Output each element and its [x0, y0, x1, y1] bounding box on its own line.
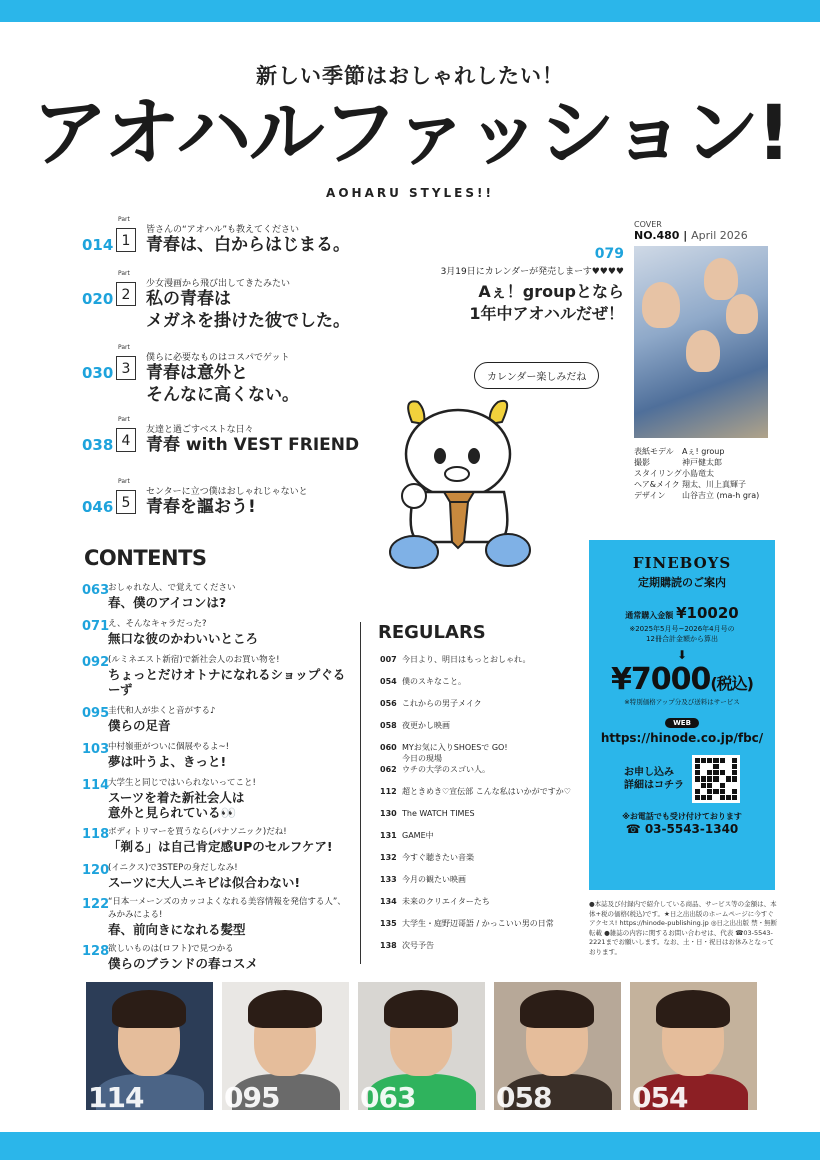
contents-headline: 僕らのブランドの春コスメ [108, 956, 259, 971]
part-kicker: 少女漫画から飛び出してきたみたい [146, 279, 291, 289]
credit-row [634, 490, 759, 501]
regulars-item[interactable] [380, 786, 580, 808]
goat-mascot-icon [384, 392, 544, 572]
part-page-number: 046 [82, 498, 114, 516]
regulars-item[interactable] [380, 830, 580, 852]
regulars-page-number: 133 [380, 875, 397, 884]
regulars-item[interactable] [380, 720, 580, 742]
article-thumbnail[interactable] [630, 982, 757, 1110]
regulars-list [380, 654, 580, 962]
thumbnail-page-number: 054 [632, 1081, 688, 1110]
footnotes: ●本誌及び付録内で紹介している商品、サービス等の金額は、本体+税の価格(税込)です。★日之出出版のホームページに今すぐアクセス! https://hinode-publishing.jp ◎日之出出版 禁・無断転載 ●雑誌の内容に関するお問い合わせは、代表 ☎03-5543-2221までお願いします。なお、土・日・祝日はお休みとなっております。 [589, 900, 778, 956]
credit-key: 撮影 [634, 458, 650, 467]
contents-kicker: おしゃれな人、で覚えてください [108, 583, 236, 593]
cover-label: COVER [634, 220, 662, 229]
cover-info [634, 220, 774, 242]
regulars-title: GAME中 [402, 831, 434, 840]
contents-headline: ちょっとだけオトナになれるショップぐるーず [108, 667, 346, 697]
credit-value: 神戸健太郎 [682, 458, 722, 467]
article-thumbnail[interactable] [358, 982, 485, 1110]
contents-item[interactable] [82, 705, 352, 733]
column-divider [360, 622, 361, 964]
contents-kicker: 欲しいものは(ロフト)で見つかる [108, 944, 234, 954]
regulars-page-number: 056 [380, 699, 397, 708]
speech-bubble: カレンダー楽しみだね [474, 362, 599, 389]
thumbnail-page-number: 095 [224, 1081, 280, 1110]
contents-item[interactable] [82, 862, 352, 890]
regulars-item[interactable] [380, 874, 580, 896]
normal-price-note: ※2025年5月号~2026年4月号の 12冊合計金額から算出 [629, 625, 735, 643]
phone-number[interactable]: ☎ 03-5543-1340 [625, 822, 739, 836]
part-number-box: 4 [116, 428, 136, 452]
credit-row [634, 468, 759, 479]
credit-value: Aぇ! group [682, 447, 725, 456]
contents-headline: 春、僕のアイコンは? [108, 595, 227, 610]
regulars-item[interactable] [380, 808, 580, 830]
contents-page-number: 095 [82, 706, 110, 721]
regulars-page-number: 062 [380, 765, 397, 774]
article-thumbnail[interactable] [86, 982, 213, 1110]
regulars-item[interactable] [380, 896, 580, 918]
thumbnail-page-number: 063 [360, 1081, 416, 1110]
regulars-item[interactable] [380, 852, 580, 874]
qr-code-icon[interactable] [692, 755, 740, 803]
part-page-number: 014 [82, 236, 114, 254]
subscription-title: 定期購読のご案内 [638, 576, 726, 589]
regulars-item[interactable] [380, 918, 580, 940]
regulars-title: 次号予告 [402, 941, 434, 950]
credit-value: 翔太、川上真輝子 [682, 480, 746, 489]
credit-key: ヘア&メイク [634, 480, 680, 489]
feature-number: 079 [594, 246, 624, 262]
contents-item[interactable] [82, 943, 352, 971]
qr-row [589, 755, 775, 803]
part-page-number: 020 [82, 290, 114, 308]
regulars-heading: REGULARS [378, 622, 486, 643]
regulars-page-number: 054 [380, 677, 397, 686]
contents-headline: スーツを着た新社会人は 意外と見られている👀 [108, 790, 245, 820]
part-number-box: 5 [116, 490, 136, 514]
top-color-band [0, 0, 820, 22]
regulars-page-number: 112 [380, 787, 397, 796]
contents-kicker: “日本一メーンズのカッコよくなれる美容情報を発信する人”、 みかみによる! [108, 897, 346, 920]
regulars-item[interactable] [380, 742, 580, 764]
cover-photo[interactable] [634, 246, 768, 438]
credit-row [634, 457, 759, 468]
credit-key: スタイリング [634, 469, 682, 478]
contents-headline: 僕らの足音 [108, 718, 171, 733]
regulars-item[interactable] [380, 764, 580, 786]
regulars-page-number: 060 [380, 743, 397, 752]
part-headline: 私の青春は メガネを掛けた彼でした。 [146, 289, 350, 331]
feature-079[interactable] [441, 246, 624, 325]
regulars-title: 超ときめき♡宣伝部 こんな私はいかがですか♡ [402, 787, 571, 796]
part-number-box: 1 [116, 228, 136, 252]
contents-page-number: 118 [82, 827, 110, 842]
cover-issue: NO.480 | April 2026 [634, 229, 748, 242]
credit-key: デザイン [634, 491, 666, 500]
regulars-page-number: 138 [380, 941, 397, 950]
contents-headline: 「剃る」は自己肯定感UPのセルフケア! [108, 839, 333, 854]
contents-page-number: 063 [82, 583, 110, 598]
contents-page-number: 128 [82, 944, 110, 959]
part-headline: 青春は意外と そんなに高くない。 [146, 363, 299, 405]
subscription-url[interactable]: https://hinode.co.jp/fbc/ [600, 731, 764, 745]
regulars-page-number: 130 [380, 809, 397, 818]
contents-kicker: (イニクス)で3STEPの身だしなみ! [108, 863, 238, 873]
cover-credits [634, 446, 759, 501]
part-headline: 青春を謳おう! [146, 497, 256, 517]
regulars-title: これからの男子メイク [402, 699, 482, 708]
price-note: ※特別価格アップ分及び送料はサービス [624, 698, 740, 706]
page-title: アオハルファッション! [31, 88, 789, 177]
regulars-title: ウチの大学のスゴい人。 [402, 765, 490, 774]
part-headline: 青春 with VEST FRIEND [146, 435, 360, 455]
contents-kicker: (ルミネエスト新宿)で新社会人のお買い物を! [108, 655, 280, 665]
contents-kicker: 中村嶺亜がついに個展やるよ~! [108, 742, 230, 752]
part-number-box: 3 [116, 356, 136, 380]
contents-item[interactable] [82, 654, 352, 697]
regulars-title: 今月の観たい映画 [402, 875, 466, 884]
normal-price: 通常購入金額 ¥10020 [625, 604, 739, 622]
page-title-en: AOHARU STYLES!! [326, 186, 494, 200]
regulars-title: 大学生・庭野辺哥語 / かっこいい男の日常 [402, 919, 554, 928]
part-label: Part [118, 478, 130, 485]
contents-page-number: 071 [82, 619, 110, 634]
credit-row [634, 479, 759, 490]
contents-item[interactable] [82, 777, 352, 820]
contents-item[interactable] [82, 582, 352, 610]
regulars-page-number: 058 [380, 721, 397, 730]
web-badge: WEB [665, 718, 699, 728]
article-thumbnail[interactable] [222, 982, 349, 1110]
credit-key: 表紙モデル [634, 447, 674, 456]
feature-headline: Aぇ！groupとなら 1年中アオハルだぜ！ [469, 282, 624, 323]
phone-note: ※お電話でも受け付けております [622, 812, 742, 821]
regulars-page-number: 134 [380, 897, 397, 906]
regulars-title: 夜更かし映画 [402, 721, 450, 730]
subscription-brand: FINEBOYS [632, 554, 732, 572]
contents-page-number: 120 [82, 863, 110, 878]
part-kicker: センターに立つ僕はおしゃれじゃないと [146, 487, 308, 497]
regulars-page-number: 132 [380, 853, 397, 862]
part-headline: 青春は、白からはじまる。 [146, 235, 350, 255]
qr-text: お申し込み 詳細はコチラ [624, 767, 684, 791]
regulars-item[interactable] [380, 654, 580, 676]
subscription-price: ¥7000(税込) [610, 662, 753, 697]
part-number-box: 2 [116, 282, 136, 306]
regulars-title: 今日より、明日はもっとおしゃれ。 [402, 655, 531, 664]
contents-page-number: 103 [82, 742, 110, 757]
part-kicker: 皆さんの“アオハル”も教えてください [146, 225, 300, 235]
regulars-page-number: 007 [380, 655, 397, 664]
contents-kicker: え、そんなキャラだった? [108, 619, 207, 629]
regulars-title: 今すぐ聴きたい音楽 [402, 853, 474, 862]
contents-headline: スーツに大人ニキビは似合わない! [108, 875, 301, 890]
contents-list [82, 582, 352, 977]
regulars-title: The WATCH TIMES [402, 809, 475, 818]
contents-headline: 春、前向きになれる髪型 [108, 922, 246, 937]
part-label: Part [118, 344, 130, 351]
contents-item[interactable] [82, 826, 352, 854]
contents-item[interactable] [82, 896, 352, 937]
thumbnail-page-number: 114 [88, 1081, 144, 1110]
contents-item[interactable] [82, 618, 352, 646]
credit-value: 小島竜太 [682, 469, 714, 478]
page-subtitle: 新しい季節はおしゃれしたい！ [256, 64, 564, 88]
regulars-page-number: 131 [380, 831, 397, 840]
credit-value: 山谷吉立 (ma-h gra) [682, 491, 760, 500]
regulars-item[interactable] [380, 940, 580, 962]
regulars-title: 僕のスキなこと。 [402, 677, 466, 686]
contents-page-number: 092 [82, 655, 110, 670]
part-label: Part [118, 270, 130, 277]
part-kicker: 僕らに必要なものはコスパでゲット [146, 353, 290, 363]
regulars-item[interactable] [380, 698, 580, 720]
contents-kicker: ボディトリマーを買うなら(パナソニック)だね! [108, 827, 287, 837]
thumbnail-page-number: 058 [496, 1081, 552, 1110]
part-page-number: 038 [82, 436, 114, 454]
subscription-panel [589, 540, 775, 890]
thumbnail-strip [86, 982, 757, 1110]
feature-kicker: 3月19日にカレンダーが発売しまーす♥♥♥♥ [440, 267, 624, 277]
regulars-item[interactable] [380, 676, 580, 698]
contents-item[interactable] [82, 741, 352, 769]
regulars-title: MYお気に入りSHOESで GO! 今日の現場 [402, 743, 508, 763]
part-label: Part [118, 216, 130, 223]
credit-row [634, 446, 759, 457]
contents-headline: 夢は叶うよ、きっと! [108, 754, 227, 769]
article-thumbnail[interactable] [494, 982, 621, 1110]
contents-heading: CONTENTS [84, 546, 207, 570]
contents-kicker: 圭代和人が歩くと音がする♪ [108, 706, 216, 716]
part-page-number: 030 [82, 364, 114, 382]
bottom-color-band [0, 1132, 820, 1160]
part-kicker: 友達と過ごすベストな日々 [146, 425, 254, 435]
contents-headline: 無口な彼のかわいいところ [108, 631, 259, 646]
contents-kicker: 大学生と同じではいられないってこと! [108, 778, 256, 788]
arrow-down-icon: ⬇ [676, 648, 688, 662]
contents-page-number: 114 [82, 778, 110, 793]
regulars-page-number: 135 [380, 919, 397, 928]
contents-page-number: 122 [82, 897, 110, 912]
part-label: Part [118, 416, 130, 423]
regulars-title: 未来のクリエイターたち [402, 897, 490, 906]
